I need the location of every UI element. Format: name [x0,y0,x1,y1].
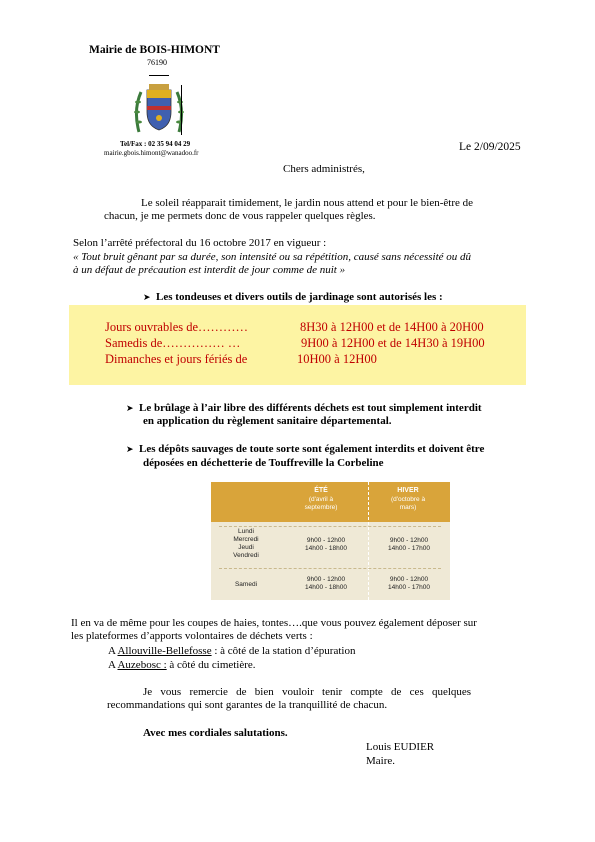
schedule-row [105,336,240,351]
bullet-burning [126,402,482,414]
site-name: Allouville-Bellefosse [117,645,212,657]
dechetterie-hours-table [211,482,450,600]
col-ete-title: ÉTÉ [314,487,328,494]
arrowhead-bullet-icon: ➤ [126,445,134,455]
table-cell-days [221,581,271,589]
site-allouville [108,645,355,657]
schedule-hours: 10H00 à 12H00 [297,352,377,366]
coat-of-arms-icon [133,82,185,138]
bullet-dumping-text: Les dépôts sauvages de toute sorte sont également interdits et doivent être [139,443,485,455]
day-label: Samedi [234,581,258,588]
day-label: Mercredi [233,536,259,543]
hours-text: 9h00 - 12h00 [306,537,346,544]
divider [149,75,169,76]
hours-text: 9h00 - 12h00 [389,537,429,544]
bullet-mowers [143,291,443,303]
arrowhead-bullet-icon: ➤ [143,293,151,303]
quote-line-1: « Tout bruit gênant par sa durée, son intensité ou sa répétition, causé sans nécessité ou dû [73,251,472,263]
site-location: à côté du cimetière. [166,659,256,671]
day-label: Jeudi [238,544,254,551]
schedule-label: Dimanches et jours fériés de [105,352,248,366]
schedule-label: Jours ouvrables de………… [105,320,249,334]
col-ete-sub: (d'avril à [308,496,334,503]
bullet-mowers-text: Les tondeuses et divers outils de jardinage sont autorisés les : [156,291,443,303]
schedule-row [105,320,248,335]
arrete-text: Selon l’arrêté préfectoral du 16 octobre 2017 en vigueur : [73,237,327,249]
col-hiver-sub: (d'octobre à [390,496,426,503]
site-prefix: A [108,659,118,671]
hours-text: 9h00 - 12h00 [389,576,429,583]
salutation: Avec mes cordiales salutations. [143,727,288,739]
schedule-hours: 9H00 à 12H00 et de 14H30 à 19H00 [301,336,485,350]
site-location: : à côté de la station d’épuration [211,645,356,657]
table-cell-ete [291,576,361,592]
haies-line-2: les plateformes d’apports volontaires de déchets verts : [71,630,313,642]
hours-text: 14h00 - 18h00 [305,545,347,552]
day-label: Lundi [238,528,254,535]
schedule-hours: 8H30 à 12H00 et de 14H00 à 20H00 [300,320,484,334]
crest-border [181,85,182,135]
intro-line-1: Le soleil réapparait timidement, le jardin nous attend et pour le bien-être de [141,197,474,209]
quote-line-2: à un défaut de précaution est interdit de jour comme de nuit » [73,264,346,276]
haies-line-1: Il en va de même pour les coupes de haies, tontes….que vous pouvez également déposer sur [71,617,477,629]
letter-date: Le 2/09/2025 [459,141,521,153]
hours-text: 14h00 - 18h00 [305,584,347,591]
contact-email: mairie.gbois.himont@wanadoo.fr [104,149,199,157]
col-hiver-sub: mars) [399,504,417,511]
intro-line-2: chacun, je me permets donc de vous rappeler quelques règles. [104,210,376,222]
bullet-dumping-line-2: déposées en déchetterie de Touffreville la Corbeline [143,457,384,469]
greeting: Chers administrés, [283,163,365,175]
hours-text: 9h00 - 12h00 [306,576,346,583]
table-cell-hiver [373,537,445,553]
postcode: 76190 [147,58,167,67]
bullet-burning-line-2: en application du règlement sanitaire départemental. [143,415,392,427]
signatory-title: Maire. [366,755,396,767]
site-auzebosc [108,659,256,671]
table-cell-ete [291,537,361,553]
site-name: Auzebosc : [117,659,167,671]
column-divider [368,482,369,600]
col-ete-sub: septembre) [304,504,338,511]
hours-text: 14h00 - 17h00 [388,545,430,552]
row-divider [219,526,441,527]
day-label: Vendredi [233,552,259,559]
hours-text: 14h00 - 17h00 [388,584,430,591]
arrowhead-bullet-icon: ➤ [126,404,134,414]
table-cell-days [221,528,271,560]
thanks-line-2: recommandations qui sont garantes de la tranquillité de chacun. [107,699,388,711]
signatory-name: Louis EUDIER [366,741,435,753]
row-divider [219,568,441,569]
table-cell-hiver [373,576,445,592]
contact-tel: Tel/Fax : 02 35 94 04 29 [120,140,191,148]
site-prefix: A [108,645,118,657]
bullet-burning-text: Le brûlage à l’air libre des différents déchets est tout simplement interdit [139,402,482,414]
thanks-line-1: Je vous remercie de bien vouloir tenir compte de ces quelques [143,686,472,698]
bullet-dumping [126,443,484,455]
schedule-row [105,352,247,367]
col-hiver-title: HIVER [397,487,419,494]
schedule-label: Samedis de…………… … [105,336,241,350]
mairie-name: Mairie de BOIS-HIMONT [89,44,220,56]
